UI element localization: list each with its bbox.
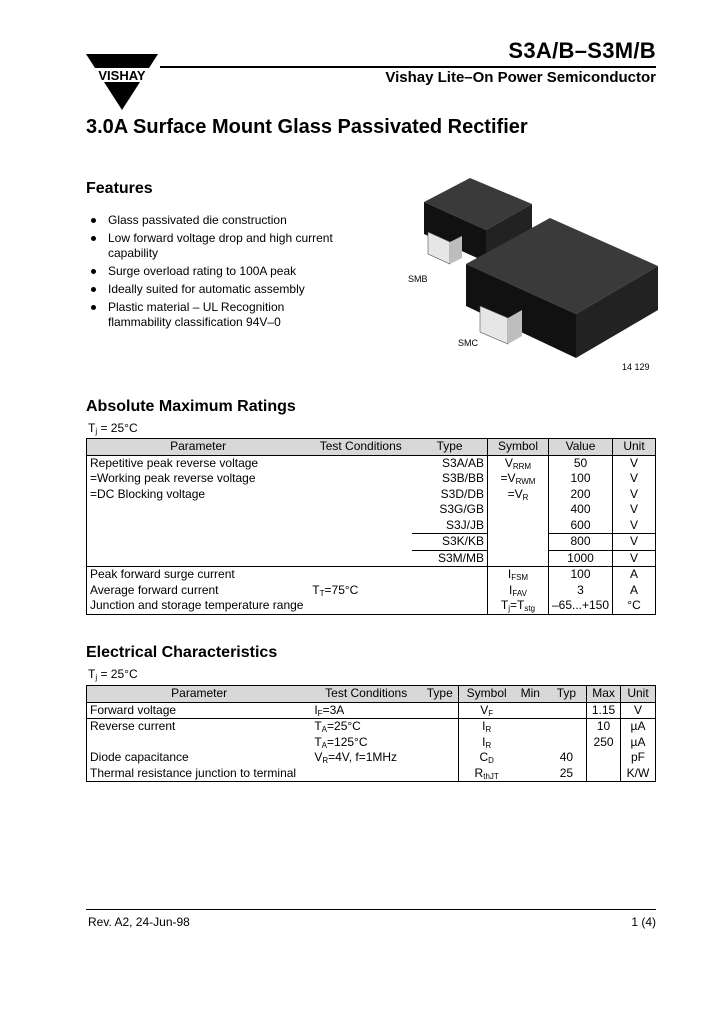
col-header: Parameter [87, 686, 312, 703]
unit-cell: A [613, 583, 656, 599]
feature-item: Glass passivated die construction [88, 213, 338, 228]
amr-table [86, 438, 656, 615]
param-cell: Junction and storage temperature range [87, 598, 310, 614]
value-cell: 200 [548, 487, 612, 503]
type-cell: S3D/DB [440, 486, 484, 501]
unit-cell: pF [621, 750, 656, 766]
table-row [87, 502, 656, 518]
svg-text:VISHAY: VISHAY [98, 68, 146, 83]
value-cell: 50 [548, 455, 612, 471]
unit-cell: V [613, 455, 656, 471]
footer-rule [86, 909, 656, 910]
symbol-cell: $=V_{RWM}$ [488, 471, 549, 487]
symbol-cell: $C_D$ [459, 750, 514, 766]
table-row [87, 702, 656, 719]
ec-tj-note: $T_j = 25^\circ C$ [88, 667, 138, 682]
features-list [88, 213, 338, 333]
table-row [87, 471, 656, 487]
table-header-row [87, 686, 656, 703]
col-header: Symbol [459, 686, 514, 703]
table-row [87, 518, 656, 534]
value-cell: 600 [548, 518, 612, 534]
value-cell: 100 [548, 471, 612, 487]
table-row [87, 583, 656, 599]
value-cell: –65...+150 [548, 598, 612, 614]
param-cell: Peak forward surge current [87, 567, 310, 583]
min-cell [514, 719, 547, 735]
typ-cell: 40 [559, 750, 574, 764]
max-cell: 1.15 [587, 702, 621, 719]
col-header: Max [587, 686, 621, 703]
company-name: Vishay Lite–On Power Semiconductor [385, 69, 656, 86]
symbol-cell: $I_{FAV}$ [488, 583, 549, 599]
param-cell: Thermal resistance junction to terminal [87, 766, 312, 782]
feature-item: Low forward voltage drop and high current capability [88, 231, 338, 261]
value-cell: 3 [548, 583, 612, 599]
unit-cell: µA [621, 719, 656, 735]
ec-heading: Electrical Characteristics [86, 644, 278, 661]
condition-cell: $T_A=125^\circ C$ [314, 734, 368, 750]
table-row [87, 550, 656, 567]
table-row [87, 567, 656, 583]
param-cell: Repetitive peak reverse voltage [87, 455, 310, 471]
min-cell [514, 735, 547, 751]
col-header: Min [514, 686, 547, 703]
max-cell: 250 [587, 735, 621, 751]
symbol-cell: $R_{thJT}$ [459, 766, 514, 782]
col-header: Unit [621, 686, 656, 703]
part-number-title: S3A/B–S3M/B [508, 38, 656, 63]
symbol-cell: $=V_R$ [488, 487, 549, 503]
table-row [87, 455, 656, 471]
feature-item: Plastic material – UL Recognition flammability classification 94V–0 [88, 300, 338, 330]
symbol-cell: $V_F$ [459, 702, 514, 719]
col-header: Parameter [87, 439, 310, 456]
typ-cell [547, 702, 587, 719]
unit-cell: V [621, 702, 656, 719]
param-cell: =Working peak reverse voltage [87, 471, 310, 487]
unit-cell: µA [621, 735, 656, 751]
smb-label: SMB [408, 274, 428, 284]
value-cell: 100 [548, 567, 612, 583]
unit-cell: K/W [621, 766, 656, 782]
type-cell: S3A/AB [441, 455, 484, 470]
header-rule [160, 66, 656, 68]
table-row [87, 750, 656, 766]
smc-label: SMC [458, 338, 478, 348]
col-header: Test Conditions [311, 686, 421, 703]
col-header: Test Conditions [309, 439, 412, 456]
unit-cell: V [613, 487, 656, 503]
feature-item: Surge overload rating to 100A peak [88, 264, 338, 279]
unit-cell: A [613, 567, 656, 583]
param-cell: Average forward current [87, 583, 310, 599]
symbol-cell: $V_{RRM}$ [488, 455, 549, 471]
table-row [87, 598, 656, 614]
table-row [87, 719, 656, 735]
min-cell [514, 766, 547, 782]
col-header: Unit [613, 439, 656, 456]
table-row [87, 487, 656, 503]
condition-cell: $T_A=25^\circ C$ [314, 719, 361, 734]
table-row [87, 766, 656, 782]
ec-table [86, 685, 656, 782]
amr-heading: Absolute Maximum Ratings [86, 398, 296, 415]
typ-cell [547, 735, 587, 751]
type-cell: S3G/GB [439, 502, 484, 516]
unit-cell: V [613, 471, 656, 487]
vishay-logo [86, 54, 158, 110]
feature-item: Ideally suited for automatic assembly [88, 282, 338, 297]
value-cell: 400 [548, 502, 612, 518]
package-illustration [400, 172, 662, 378]
condition-cell [311, 766, 421, 782]
param-cell: Diode capacitance [87, 750, 312, 766]
max-cell [587, 766, 621, 782]
page-number: 1 (4) [631, 915, 656, 929]
param-cell: Reverse current [87, 719, 312, 735]
param-cell: =DC Blocking voltage [87, 487, 310, 503]
symbol-cell: $T_j=T_{stg}$ [488, 598, 549, 614]
table-row [87, 534, 656, 551]
col-header: Type [421, 686, 459, 703]
max-cell: 10 [587, 719, 621, 735]
type-cell: S3M/MB [412, 550, 487, 567]
param-cell: Forward voltage [87, 702, 312, 719]
unit-cell: V [613, 534, 656, 551]
type-cell: S3K/KB [412, 534, 487, 551]
table-header-row [87, 439, 656, 456]
col-header: Typ [547, 686, 587, 703]
typ-cell [547, 719, 587, 735]
document-title: 3.0A Surface Mount Glass Passivated Rectifier [86, 116, 528, 138]
symbol-cell: $I_R$ [459, 719, 514, 735]
min-cell [514, 750, 547, 766]
features-heading: Features [86, 180, 153, 197]
condition-cell: $T_T=75^\circ C$ [312, 582, 359, 598]
value-cell: 1000 [548, 550, 612, 567]
unit-cell: V [613, 518, 656, 534]
unit-cell: V [613, 550, 656, 567]
unit-cell: °C [613, 598, 656, 614]
max-cell [587, 750, 621, 766]
value-cell: 800 [548, 534, 612, 551]
amr-tj-note: $T_j = 25^\circ C$ [88, 421, 138, 436]
revision-date: Rev. A2, 24-Jun-98 [88, 915, 190, 929]
col-header: Value [548, 439, 612, 456]
col-header: Type [412, 439, 487, 456]
param-cell [87, 735, 312, 751]
symbol-cell: $I_R$ [459, 735, 514, 751]
figure-number: 14 129 [622, 362, 650, 372]
typ-cell: 25 [547, 766, 587, 782]
min-cell [514, 702, 547, 719]
condition-cell: $I_F=3A$ [311, 702, 421, 719]
symbol-cell: $I_{FSM}$ [488, 567, 549, 583]
type-cell: S3B/BB [441, 471, 484, 485]
table-row [87, 735, 656, 751]
col-header: Symbol [488, 439, 549, 456]
type-cell: S3J/JB [445, 517, 484, 532]
condition-cell: $V_R=4V$, f=1MHz [314, 750, 398, 765]
unit-cell: V [613, 502, 656, 518]
